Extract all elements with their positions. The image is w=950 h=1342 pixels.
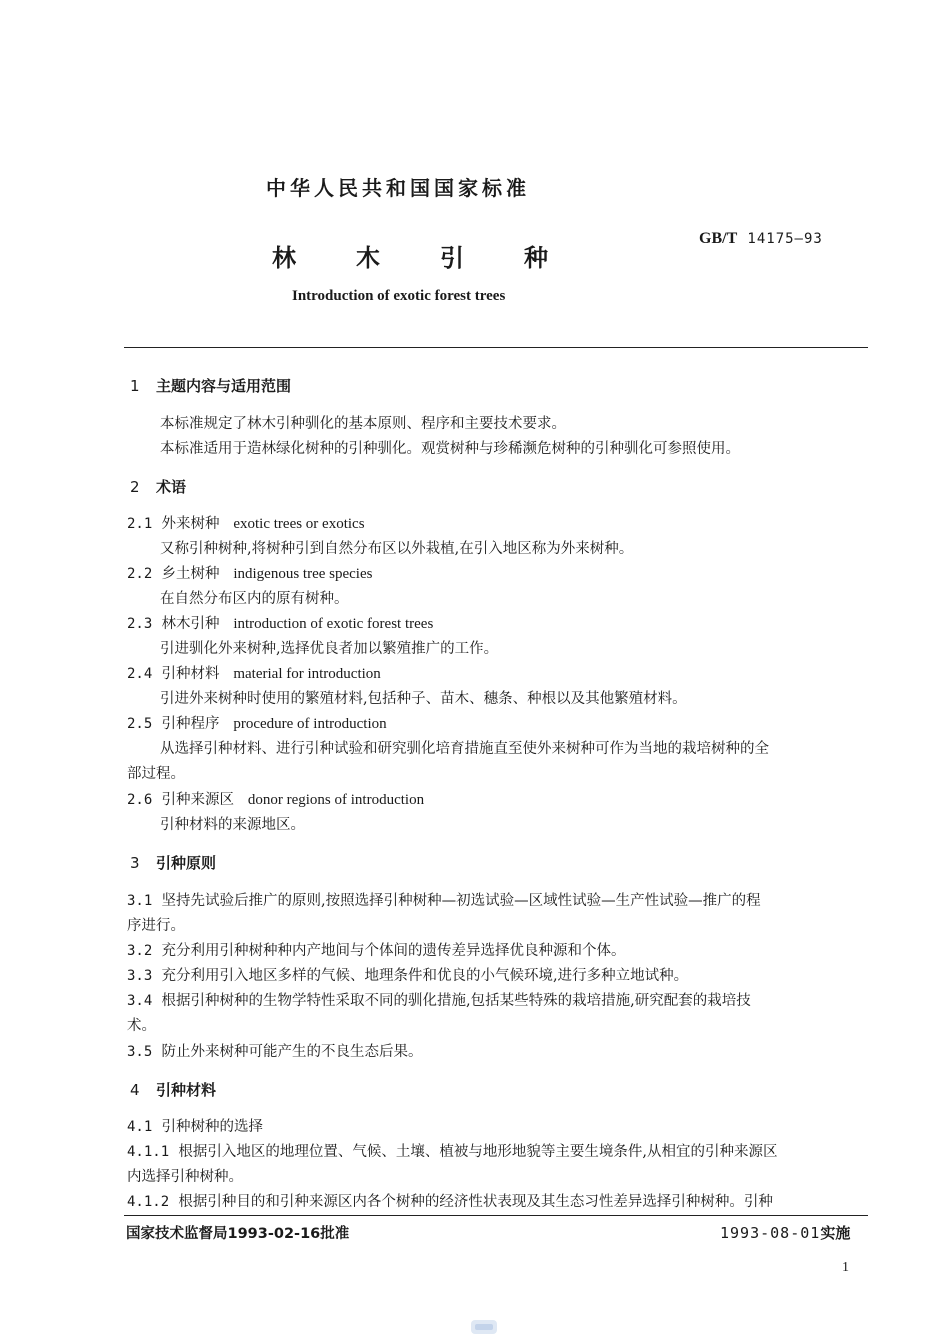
section-number: 2	[130, 478, 140, 496]
term-heading	[127, 612, 433, 633]
term-definition: 引进外来树种时使用的繁殖材料,包括种子、苗木、穗条、种根以及其他繁殖材料。	[160, 691, 687, 707]
term-number: 2.1	[127, 516, 153, 532]
clause	[127, 964, 688, 985]
clause-cont: 序进行。	[127, 918, 185, 934]
section-title: 引种原则	[156, 854, 217, 872]
term-definition: 引种材料的来源地区。	[160, 817, 305, 833]
term-number: 2.5	[127, 716, 153, 732]
implementation-label: 实施	[820, 1224, 851, 1242]
section-title: 引种材料	[156, 1081, 217, 1099]
term-cn: 引种程序	[161, 716, 220, 732]
paragraph: 本标准规定了林木引种驯化的基本原则、程序和主要技术要求。	[160, 416, 566, 432]
national-standard-heading: 中华人民共和国国家标准	[266, 176, 530, 200]
bottom-rule	[124, 1215, 868, 1216]
term-en: introduction of exotic forest trees	[233, 616, 434, 632]
term-cn: 外来树种	[161, 516, 220, 532]
clause	[127, 1140, 777, 1161]
document-title: 林木引种	[272, 244, 608, 272]
clause-number: 3.2	[127, 943, 153, 959]
term-definition: 从选择引种材料、进行引种试验和研究驯化培育措施直至使外来树种可作为当地的栽培树种的全	[160, 741, 769, 757]
watermark-logo-icon	[470, 1318, 498, 1336]
section-title: 术语	[156, 478, 187, 496]
document-title-en: Introduction of exotic forest trees	[292, 288, 506, 304]
clause	[127, 1190, 773, 1211]
term-number: 2.6	[127, 792, 153, 808]
term-heading	[127, 662, 381, 683]
clause-number: 3.5	[127, 1044, 153, 1060]
term-cn: 乡土树种	[161, 566, 220, 582]
implementation-line	[720, 1222, 850, 1243]
section-4-heading	[130, 1079, 216, 1100]
term-en: material for introduction	[233, 666, 381, 682]
standard-code	[699, 228, 823, 248]
clause-text: 根据引种目的和引种来源区内各个树种的经济性状表现及其生态习性差异选择引种树种。引种	[178, 1194, 773, 1210]
section-3-heading	[130, 852, 216, 873]
section-number: 3	[130, 854, 140, 872]
section-1-heading	[130, 375, 291, 396]
clause	[127, 989, 751, 1010]
clause	[127, 939, 626, 960]
clause-number: 4.1	[127, 1119, 153, 1135]
term-heading	[127, 512, 365, 533]
term-heading	[127, 562, 372, 583]
clause-text: 坚持先试验后推广的原则,按照选择引种树种—初选试验—区域性试验—生产性试验—推广的程	[161, 893, 761, 909]
term-definition: 又称引种树种,将树种引到自然分布区以外栽植,在引入地区称为外来树种。	[160, 541, 634, 557]
term-heading	[127, 712, 387, 733]
clause-cont: 术。	[127, 1018, 156, 1034]
term-definition: 引进驯化外来树种,选择优良者加以繁殖推广的工作。	[160, 641, 499, 657]
term-cn: 引种来源区	[161, 792, 235, 808]
clause-number: 4.1.2	[127, 1194, 170, 1210]
clause-text: 引种树种的选择	[161, 1119, 264, 1135]
term-en: procedure of introduction	[233, 716, 387, 732]
term-definition: 在自然分布区内的原有树种。	[160, 591, 349, 607]
term-number: 2.2	[127, 566, 153, 582]
term-en: indigenous tree species	[233, 566, 373, 582]
section-2-heading	[130, 476, 186, 497]
term-en: exotic trees or exotics	[233, 516, 365, 532]
clause	[127, 889, 761, 910]
clause-number: 3.1	[127, 893, 153, 909]
section-title: 主题内容与适用范围	[156, 377, 292, 395]
clause-number: 3.4	[127, 993, 153, 1009]
term-number: 2.3	[127, 616, 153, 632]
implementation-date: 1993-08-01	[720, 1224, 821, 1242]
term-en: donor regions of introduction	[247, 792, 425, 808]
clause-text: 充分利用引入地区多样的气候、地理条件和优良的小气候环境,进行多种立地试种。	[161, 968, 689, 984]
top-rule	[124, 347, 868, 348]
clause-number: 3.3	[127, 968, 153, 984]
paragraph: 本标准适用于造林绿化树种的引种驯化。观赏树种与珍稀濒危树种的引种驯化可参照使用。	[160, 441, 740, 457]
term-cn: 引种材料	[161, 666, 220, 682]
term-number: 2.4	[127, 666, 153, 682]
term-cn: 林木引种	[161, 616, 220, 632]
clause-cont: 内选择引种树种。	[127, 1169, 243, 1185]
clause-text: 防止外来树种可能产生的不良生态后果。	[161, 1044, 423, 1060]
code-prefix: GB/T	[699, 230, 738, 247]
code-number: 14175—93	[747, 231, 823, 247]
term-definition-cont: 部过程。	[127, 766, 185, 782]
page-number: 1	[842, 1260, 849, 1275]
term-heading	[127, 788, 424, 809]
clause-number: 4.1.1	[127, 1144, 170, 1160]
approval-line: 国家技术监督局1993-02-16批准	[126, 1226, 350, 1242]
clause-text: 根据引入地区的地理位置、气候、土壤、植被与地形地貌等主要生境条件,从相宜的引种来源区	[178, 1144, 778, 1160]
clause	[127, 1115, 263, 1136]
clause-text: 根据引种树种的生物学特性采取不同的驯化措施,包括某些特殊的栽培措施,研究配套的栽培技	[161, 993, 751, 1009]
clause-text: 充分利用引种树种种内产地间与个体间的遗传差异选择优良种源和个体。	[161, 943, 626, 959]
clause	[127, 1040, 423, 1061]
section-number: 1	[130, 377, 140, 395]
section-number: 4	[130, 1081, 140, 1099]
